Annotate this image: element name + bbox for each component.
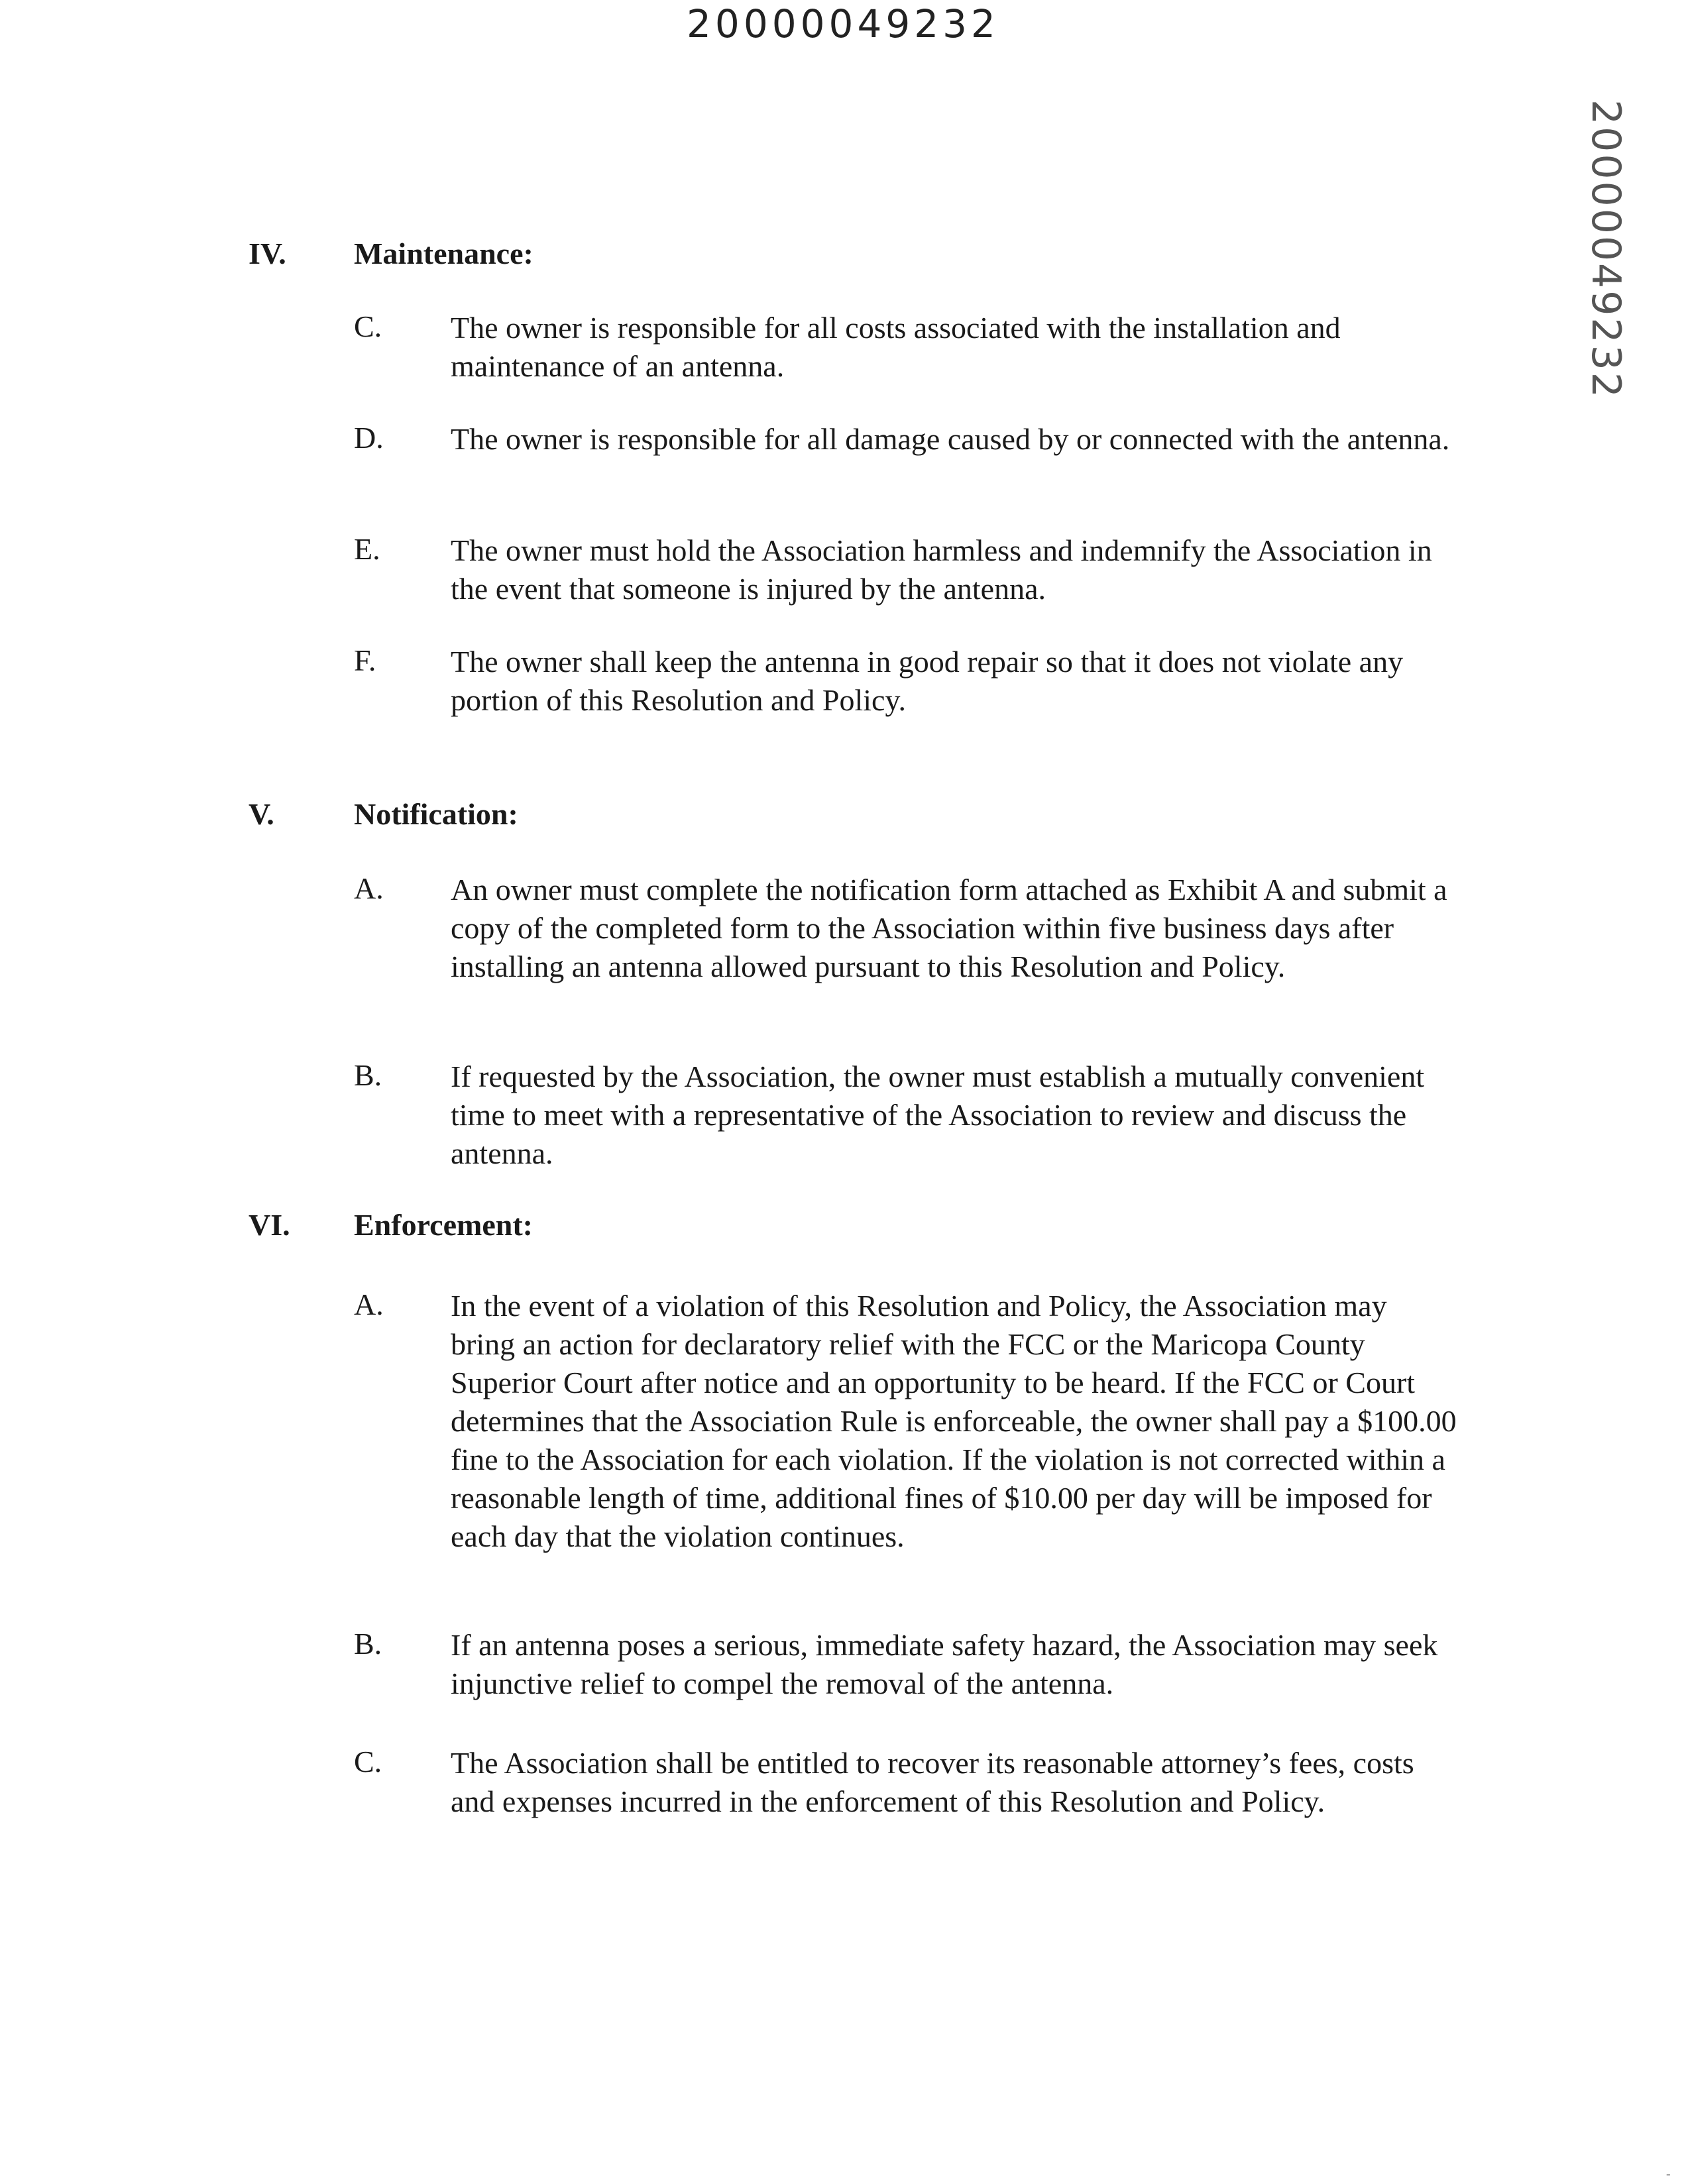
item-letter: A. — [354, 1287, 384, 1321]
side-stamp-text: 20000049232 — [1583, 99, 1629, 400]
item-text: The owner must hold the Association harmless and indemnify the Association in the event that someone is injured by the antenna. — [451, 533, 1432, 606]
item-letter: C. — [354, 309, 382, 343]
item-letter: D. — [354, 421, 384, 455]
item-text: If an antenna poses a serious, immediate safety hazard, the Association may seek injunctive relief to compel the removal of the antenna. — [451, 1628, 1438, 1700]
section-title: Enforcement: — [354, 1208, 533, 1242]
item-letter: B. — [354, 1058, 382, 1092]
item-letter: A. — [354, 871, 384, 905]
document-number: 20000049232 — [687, 1, 999, 46]
item-text: An owner must complete the notification form attached as Exhibit A and submit a copy of the completed form to the Association within five business days after installing an antenna allowed pursuant to this Resolution and Policy. — [451, 873, 1447, 983]
item-text: In the event of a violation of this Resolution and Policy, the Association may bring an action for declaratory relief with the FCC or the Maricopa County Superior Court after notice and an opportunity to be heard. If the FCC or Court determines that the Association Rule is enforceable, the owner shall pay a $100.00 fine to the Association for each violation. If the violation is not corrected within a reasonable length of time, additional fines of $10.00 per day will be imposed for each day that the violation continues. — [451, 1289, 1457, 1553]
section-title: Notification: — [354, 797, 518, 831]
item-letter: F. — [354, 643, 376, 677]
item-letter: B. — [354, 1627, 382, 1661]
item-text: The owner is responsible for all damage caused by or connected with the antenna. — [451, 422, 1450, 456]
side-stamp — [1581, 99, 1634, 400]
corner-mark: - — [1666, 2167, 1671, 2181]
item-letter: C. — [354, 1745, 382, 1778]
item-text: The owner shall keep the antenna in good repair so that it does not violate any portion of this Resolution and Policy. — [451, 645, 1404, 717]
item-text: If requested by the Association, the owner must establish a mutually convenient time to meet with a representative of the Association to review and discuss the antenna. — [451, 1060, 1425, 1170]
item-text: The Association shall be entitled to recover its reasonable attorney’s fees, costs and expenses incurred in the enforcement of this Resolution and Policy. — [451, 1746, 1414, 1818]
item-text: The owner is responsible for all costs associated with the installation and maintenance of an antenna. — [451, 311, 1341, 383]
item-letter: E. — [354, 532, 380, 566]
section-number: VI. — [249, 1208, 290, 1242]
section-number: IV. — [249, 237, 286, 270]
section-title: Maintenance: — [354, 237, 534, 270]
section-number: V. — [249, 797, 274, 831]
